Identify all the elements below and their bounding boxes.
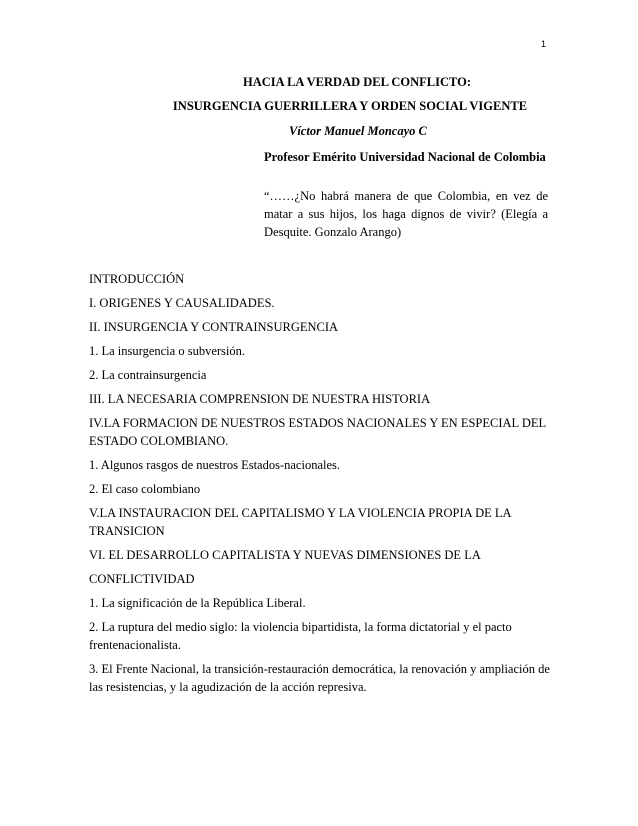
toc-item-section-6-continued: CONFLICTIVIDAD	[89, 572, 195, 586]
toc-item-subsection-6-3: 3. El Frente Nacional, la transición-restauración democrática, la renovación y ampliación de las resistencias, y la agudización de la acción represiva.	[89, 662, 550, 694]
toc-item-subsection-6-1: 1. La significación de la República Liberal.	[89, 596, 306, 610]
toc-item-subsection-2-1: 1. La insurgencia o subversión.	[89, 344, 245, 358]
toc-item-section-2: II. INSURGENCIA Y CONTRAINSURGENCIA	[89, 320, 339, 334]
toc-item-section-4: IV.LA FORMACION DE NUESTROS ESTADOS NACIONALES Y EN ESPECIAL DEL ESTADO COLOMBIANO.	[89, 416, 546, 448]
toc-item-subsection-6-2: 2. La ruptura del medio siglo: la violencia bipartidista, la forma dictatorial y el pacto frentenacionalista.	[89, 620, 512, 652]
toc-item-subsection-4-1: 1. Algunos rasgos de nuestros Estados-nacionales.	[89, 458, 341, 472]
toc-item-section-1: I. ORIGENES Y CAUSALIDADES.	[89, 296, 275, 310]
document-title-line-2: INSURGENCIA GUERRILLERA Y ORDEN SOCIAL VIGENTE	[172, 99, 528, 113]
author-name: Víctor Manuel Moncayo C	[289, 124, 427, 138]
page-number: 1	[540, 39, 546, 49]
toc-item-subsection-4-2: 2. El caso colombiano	[89, 482, 201, 496]
epigraph-quote: “……¿No habrá manera de que Colombia, en vez de matar a sus hijos, los haga dignos de vivir? (Elegía a Desquite. Gonzalo Arango)	[264, 189, 548, 239]
toc-item-section-3: III. LA NECESARIA COMPRENSION DE NUESTRA HISTORIA	[89, 392, 431, 406]
document-title-line-1: HACIA LA VERDAD DEL CONFLICTO:	[242, 75, 472, 89]
toc-item-section-6: VI. EL DESARROLLO CAPITALISTA Y NUEVAS DIMENSIONES DE LA	[89, 548, 481, 562]
toc-item-section-5: V.LA INSTAURACION DEL CAPITALISMO Y LA VIOLENCIA PROPIA DE LA TRANSICION	[89, 506, 511, 538]
toc-item-subsection-2-2: 2. La contrainsurgencia	[89, 368, 207, 382]
author-affiliation: Profesor Emérito Universidad Nacional de Colombia	[264, 150, 546, 164]
toc-item-introduccion: INTRODUCCIÓN	[89, 272, 185, 286]
